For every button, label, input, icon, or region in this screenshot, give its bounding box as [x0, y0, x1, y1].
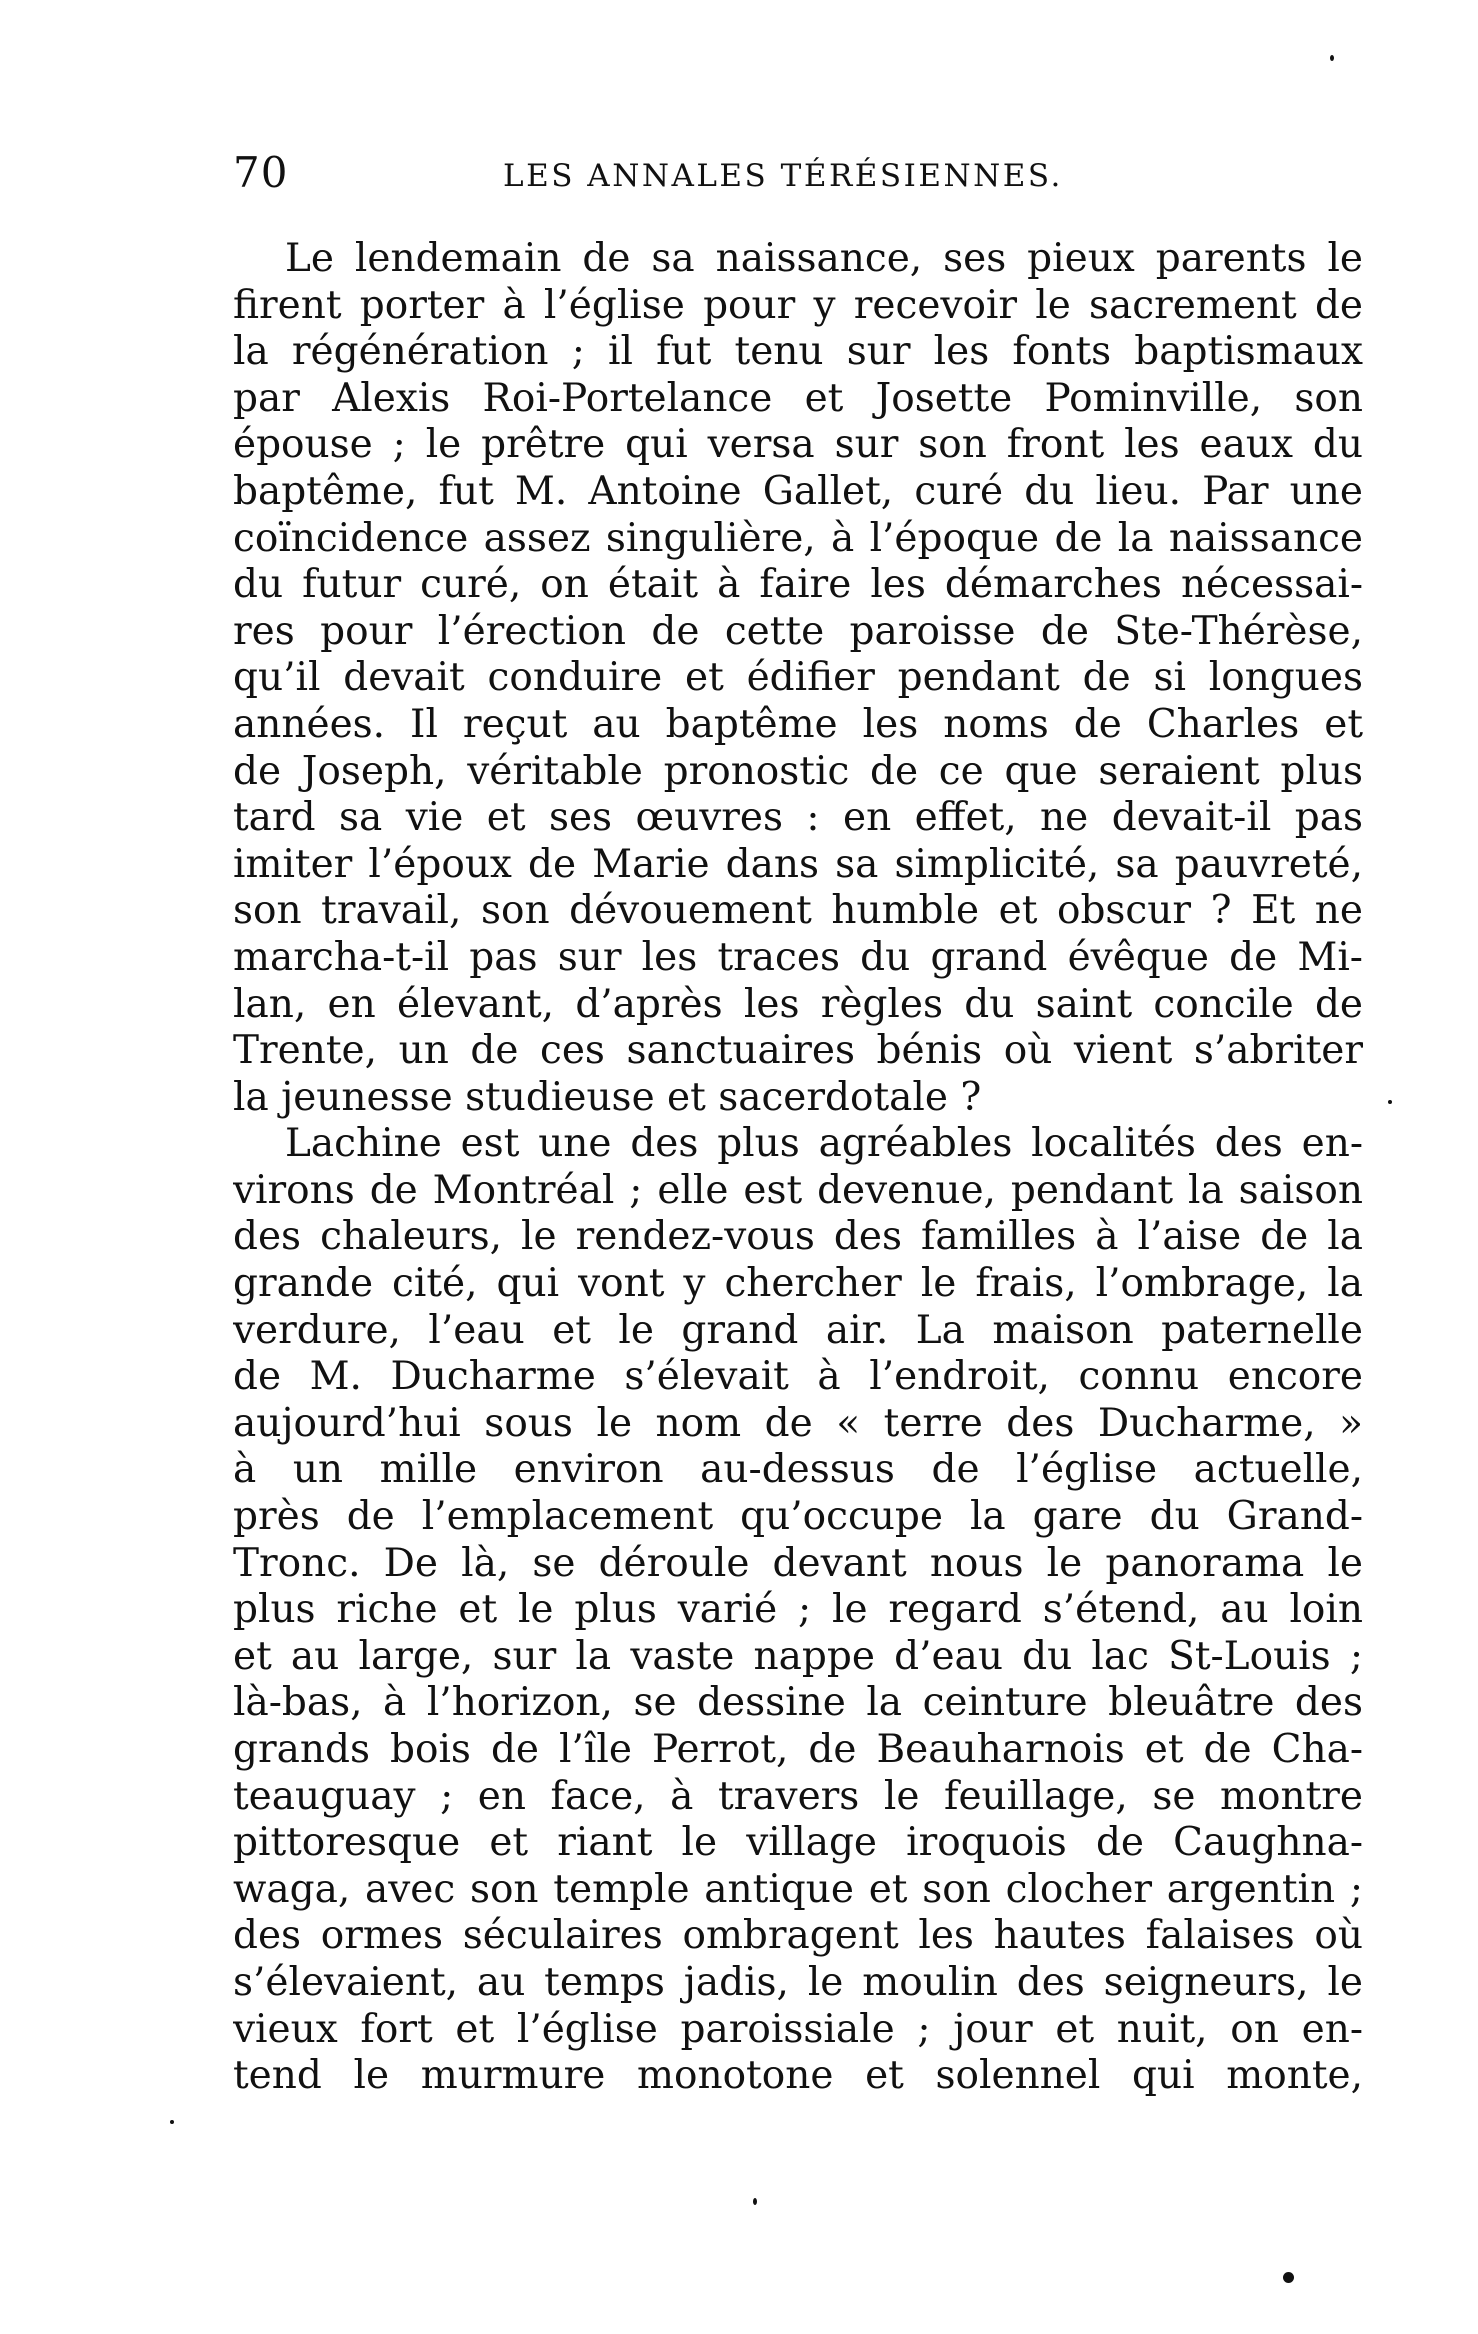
text-line: près de l’emplacement qu’occupe la gare du Grand- [233, 1494, 1363, 1540]
text-line: lan, en élevant, d’après les règles du saint concile de [233, 981, 1363, 1027]
text-line: de M. Ducharme s’élevait à l’endroit, connu encore [233, 1354, 1363, 1400]
text-line: tard sa vie et ses œuvres : en effet, ne devait-il pas [233, 795, 1363, 841]
text-line: là-bas, à l’horizon, se dessine la ceinture bleuâtre des [233, 1680, 1363, 1726]
text-line: épouse ; le prêtre qui versa sur son front les eaux du [233, 422, 1363, 468]
text-line: qu’il devait conduire et édifier pendant de si longues [233, 655, 1363, 701]
text-line: res pour l’érection de cette paroisse de Ste-Thérèse, [233, 608, 1363, 654]
text-line: du futur curé, on était à faire les démarches nécessai- [233, 562, 1363, 608]
text-line: des ormes séculaires ombragent les hautes falaises où [233, 1913, 1363, 1959]
body-text [233, 236, 1363, 2100]
text-line: Lachine est une des plus agréables localités des en- [285, 1121, 1363, 1167]
text-line: plus riche et le plus varié ; le regard s’étend, au loin [233, 1587, 1363, 1633]
text-line: de Joseph, véritable pronostic de ce que seraient plus [233, 748, 1363, 794]
scan-speck [1330, 55, 1334, 61]
text-line: Trente, un de ces sanctuaires bénis où vient s’abriter [233, 1028, 1363, 1074]
text-line: firent porter à l’église pour y recevoir le sacrement de [233, 282, 1363, 328]
text-line: à un mille environ au-dessus de l’église actuelle, [233, 1447, 1363, 1493]
scan-speck [753, 2198, 757, 2205]
text-line: imiter l’époux de Marie dans sa simplicité, sa pauvreté, [233, 841, 1363, 887]
text-line: tend le murmure monotone et solennel qui monte, [233, 2053, 1363, 2099]
text-line: pittoresque et riant le village iroquois de Caughna- [233, 1820, 1363, 1866]
text-line: virons de Montréal ; elle est devenue, pendant la saison [233, 1167, 1363, 1213]
text-line: aujourd’hui sous le nom de « terre des Ducharme, » [233, 1400, 1363, 1446]
text-line: Le lendemain de sa naissance, ses pieux parents le [285, 236, 1363, 281]
text-line: marcha-t-il pas sur les traces du grand évêque de Mi- [233, 934, 1363, 980]
text-line: grands bois de l’île Perrot, de Beauharnois et de Cha- [233, 1727, 1363, 1772]
scan-speck [170, 2120, 174, 2124]
scan-speck [1283, 2272, 1294, 2283]
text-line: verdure, l’eau et le grand air. La maison paternelle [233, 1307, 1363, 1353]
text-line: son travail, son dévouement humble et obscur ? Et ne [233, 888, 1363, 934]
text-line: waga, avec son temple antique et son clocher argentin ; [233, 1866, 1363, 1912]
text-line: coïncidence assez singulière, à l’époque de la naissance [233, 515, 1363, 561]
text-line: vieux fort et l’église paroissiale ; jour et nuit, on en- [233, 2006, 1363, 2052]
text-line: grande cité, qui vont y chercher le frais, l’ombrage, la [233, 1261, 1363, 1307]
text-line: des chaleurs, le rendez-vous des familles à l’aise de la [233, 1214, 1363, 1260]
text-line: baptême, fut M. Antoine Gallet, curé du lieu. Par une [233, 468, 1363, 514]
text-line: et au large, sur la vaste nappe d’eau du lac St-Louis ; [233, 1633, 1363, 1679]
text-line: par Alexis Roi-Portelance et Josette Pominville, son [233, 375, 1363, 421]
text-line: teauguay ; en face, à travers le feuillage, se montre [233, 1773, 1363, 1819]
running-header [233, 148, 1363, 198]
text-line: la régénération ; il fut tenu sur les fonts baptismaux [233, 329, 1363, 375]
text-line: s’élevaient, au temps jadis, le moulin des seigneurs, le [233, 1959, 1363, 2005]
text-line: Tronc. De là, se déroule devant nous le panorama le [233, 1540, 1363, 1586]
page-number: 70 [233, 148, 289, 197]
text-line: années. Il reçut au baptême les noms de Charles et [233, 701, 1363, 747]
running-title: LES ANNALES TÉRÉSIENNES. [503, 158, 1063, 194]
scan-speck [1388, 1100, 1392, 1104]
text-line: la jeunesse studieuse et sacerdotale ? [233, 1074, 982, 1120]
